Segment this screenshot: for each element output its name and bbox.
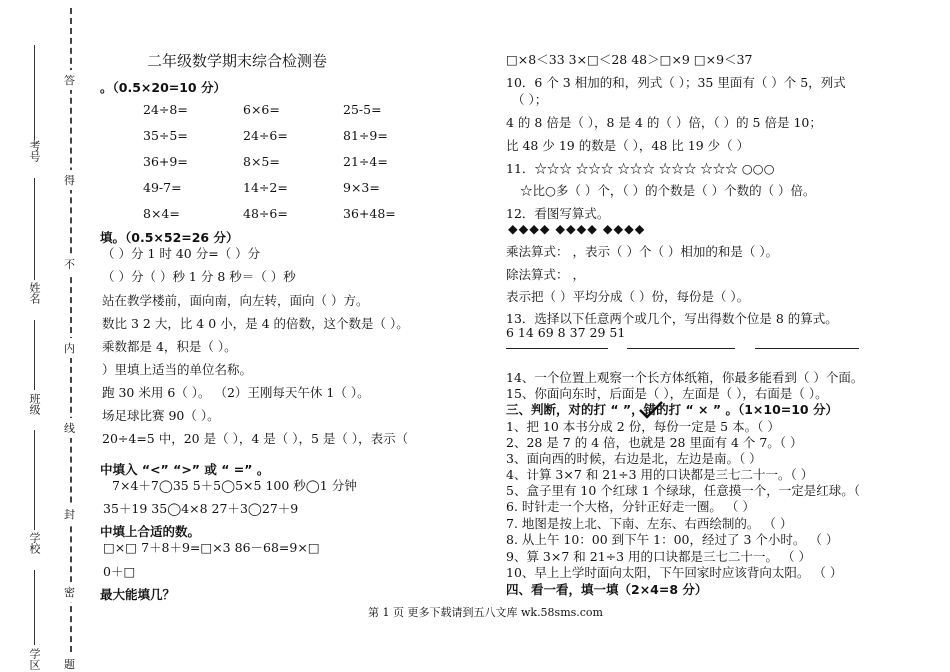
question-12: 12．看图写算式。 [506,206,610,221]
answer-blank-line [506,348,608,349]
section-3-judge-header [506,400,838,418]
question-13-numbers: 6 14 69 8 37 29 51 [506,325,626,340]
binding-underline [34,45,35,140]
calc-item: 8×4= [143,206,180,221]
fill-line: 数比 3 2 大，比 4 0 小，是 4 的倍数，这个数是（ ）。 [102,316,409,331]
question-10-cont: 4 的 8 倍是（ ），8 是 4 的（ ）倍，（ ）的 5 倍是 10； [506,115,822,130]
seal-char: 答 [64,70,75,90]
fill-line: 20÷4=5 中，20 是（ ），4 是（ ），5 是（ ），表示（ [102,431,409,446]
calc-item: 24÷6= [243,128,288,143]
question-11-text: ☆比○多（ ）个，（ ）的个数是（ ）个数的（ ）倍。 [520,183,816,198]
compare-line: 35＋19 35◯4×8 27＋3◯27＋9 [103,501,299,516]
section-3-header: 中填入 “<” “>” 或 “ =” 。 [100,462,270,477]
question-11: 11．☆☆☆ ☆☆☆ ☆☆☆ ☆☆☆ ☆☆☆ ○○○ [506,161,775,176]
section-3-judge-header-text: 三、判断，对的打 “ ”，错的打 “ × ” 。（1×10=10 分） [506,402,838,417]
fill-line: 乘数都是 4，积是（ ）。 [102,339,237,354]
section-2-header: 填。（0.5×52=26 分） [100,230,239,245]
compare-line: 7×4＋7◯35 5＋5◯5×5 100 秒◯1 分钟 [112,478,357,493]
seal-char: 密 [64,582,75,602]
binding-label-name: 姓名 [28,282,41,304]
question-12-line: 除法算式： ， [506,267,585,282]
seal-char: 封 [64,504,75,524]
question-12-line: 表示把（ ）平均分成（ ）份，每份是（ ）。 [506,289,750,304]
calc-row [143,102,443,128]
question-10-cont: （ ）； [512,92,548,107]
judge-item: 1、把 10 本书分成 2 份，每份一定是 5 本。（ ） [506,419,780,434]
calc-item: 81÷9= [343,128,388,143]
seal-char: 不 [64,254,75,274]
calc-item: 14÷2= [243,180,288,195]
question-10-cont: 比 48 少 19 的数是（ ），48 比 19 少（ ） [506,138,750,153]
binding-label-school: 学校 [28,532,41,554]
binding-label-district: 学区 [28,648,41,670]
seal-char: 得 [64,170,75,190]
question-10: 10．6 个 3 相加的和，列式（ ）；35 里面有（ ）个 5，列式 [506,75,846,90]
binding-underline [34,570,35,645]
calc-item: 49-7= [143,180,182,195]
section-4-header: 中填上合适的数。 [100,524,201,539]
judge-item: 2、28 是 7 的 4 倍，也就是 28 里面有 4 个 7。（ ） [506,435,803,450]
calc-row [143,154,443,180]
seal-char: 题 [64,654,75,672]
binding-underline [34,320,35,390]
fill-line: 跑 30 米用 6（ ）。 （2）王刚每天午休 1（ ）。 [102,385,370,400]
calc-item: 35÷5= [143,128,188,143]
judge-item: 6. 时针走一个大格，分针正好走一圈。 （ ） [506,499,755,514]
inequality-line: □×8＜33 3×□＜28 48＞□×9 □×9＜37 [506,52,753,67]
binding-underline [34,430,35,530]
page-title: 二年级数学期末综合检测卷 [147,52,328,70]
calc-grid [143,102,443,232]
calc-item: 36+48= [343,206,396,221]
fill-line: ）里填上适当的单位名称。 [102,362,253,377]
seal-char: 线 [64,418,75,438]
question-14: 14、一个位置上观察一个长方体纸箱，你最多能看到（ ）个面。 [506,370,864,385]
judge-item: 9、算 3×7 和 21÷3 用的口诀都是三七二十一。 （ ） [506,549,812,564]
calc-item: 36+9= [143,154,188,169]
binding-label-exam-number: 考号 [28,140,41,162]
diamond-groups: ◆◆◆◆ ◆◆◆◆ ◆◆◆◆ [508,221,646,236]
fill-box-line: 0＋□ [103,564,136,579]
question-13: 13．选择以下任意两个或几个，写出得数个位是 8 的算式。 [506,311,838,326]
calc-item: 48÷6= [243,206,288,221]
section-5-header: 最大能填几？ [100,587,176,602]
fill-box-line: □×□ 7＋8＋9=□×3 86－68=9×□ [103,540,320,555]
calc-item: 9×3= [343,180,380,195]
fill-line: （ ）分（ ）秒 1 分 8 秒＝（ ）秒 [102,269,296,284]
judge-item: 3、面向西的时候，右边是北，左边是南。（ ） [506,451,762,466]
page-footer: 第 1 页 更多下载请到五八文库 wk.58sms.com [368,606,603,619]
judge-item: 7. 地图是按上北、下南、左东、右西绘制的。 （ ） [506,516,793,531]
calc-row [143,128,443,154]
answer-blank-line [627,348,735,349]
fill-line: 场足球比赛 90（ ）。 [102,408,220,423]
judge-item: 4、计算 3×7 和 21÷3 用的口诀都是三七二十一。（ ） [506,467,814,482]
question-15: 15、你面向东时，后面是（ ），左面是（ ），右面是（ ）。 [506,386,828,401]
calc-item: 8×5= [243,154,280,169]
question-12-line: 乘法算式： ，表示（ ）个（ ）相加的和是（ ）。 [506,244,779,259]
calc-item: 25-5= [343,102,382,117]
calc-item: 21÷4= [343,154,388,169]
judge-item: 5、盒子里有 10 个红球 1 个绿球，任意摸一个，一定是红球。（ [506,483,860,498]
judge-item: 8. 从上午 10：00 到下午 1：00，经过了 3 个小时。 （ ） [506,532,839,547]
section-4-look-header: 四、看一看，填一填（2×4=8 分） [506,582,708,597]
fill-line: （ ）分 1 时 40 分=（ ）分 [102,246,261,261]
section-1-header: 。（0.5×20=10 分） [100,80,226,95]
seal-char: 内 [64,338,75,358]
calc-item: 6×6= [243,102,280,117]
answer-blank-line [755,348,859,349]
binding-label-class: 班级 [28,393,41,415]
judge-item: 10、早上上学时面向太阳，下午回家时应该背向太阳。 （ ） [506,565,843,580]
calc-row [143,180,443,206]
fill-line: 站在教学楼前，面向南，向左转，面向（ ）方。 [102,293,369,308]
binding-underline [34,178,35,280]
calc-item: 24÷8= [143,102,188,117]
